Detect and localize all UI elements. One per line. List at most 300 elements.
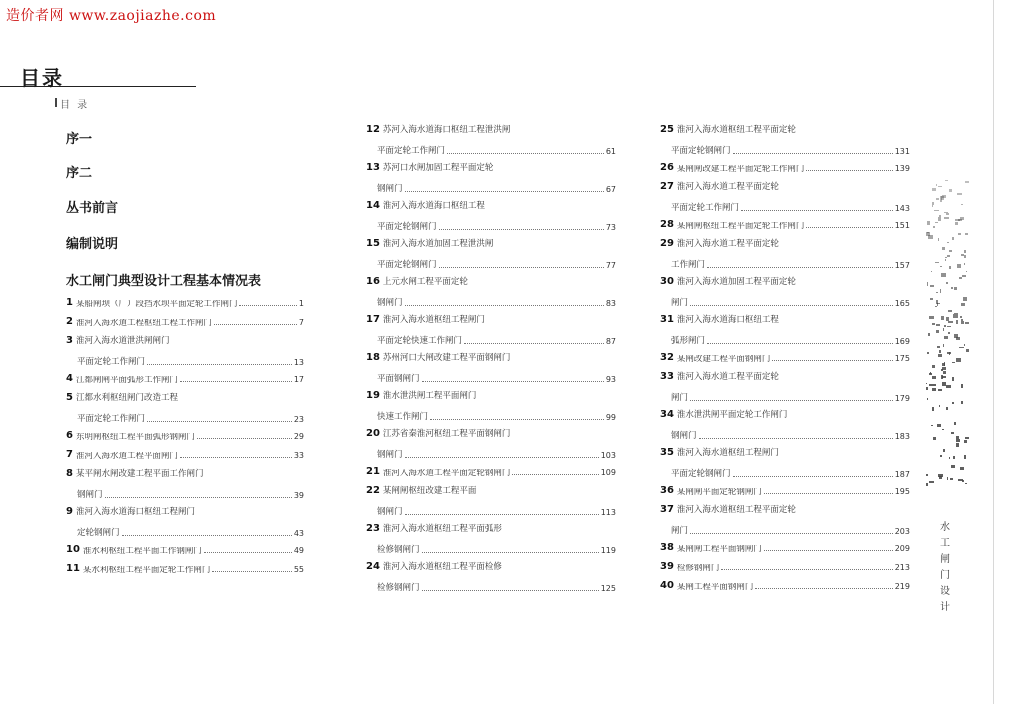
edge-grain: [947, 255, 950, 257]
toc-entry-subtitle: 检修钢闸门: [377, 583, 420, 593]
toc-page-number: 157: [894, 261, 910, 270]
toc-entry-number: 7: [66, 449, 73, 460]
edge-grain: [937, 303, 940, 304]
edge-grain: [932, 388, 935, 390]
toc-entry-title: 苏州河口大闸改建工程平面钢闸门: [382, 353, 511, 363]
edge-grain: [945, 259, 946, 261]
toc-entry-title: 淮河入海水道枢纽工程平面定轮: [676, 125, 796, 135]
edge-grain: [943, 371, 946, 375]
leader-dots: [690, 304, 893, 306]
toc-entry-number: 10: [66, 544, 80, 555]
page-subtitle: 目 录: [60, 96, 89, 111]
edge-grain: [950, 478, 952, 480]
edge-grain: [932, 407, 934, 410]
edge-grain: [933, 437, 935, 439]
toc-entry-subtitle: 平面定轮工作闸门: [671, 203, 740, 213]
edge-grain: [964, 440, 967, 443]
leader-dots: [147, 363, 292, 365]
leader-dots: [772, 359, 892, 361]
spine-char: 闸: [940, 554, 950, 565]
toc-entry-title: 苏河口水闸加固工程平面定轮: [382, 163, 494, 173]
edge-grain: [927, 398, 929, 400]
edge-grain: [957, 264, 961, 268]
toc-page-number: 93: [605, 375, 616, 384]
toc-entry-number: 3: [66, 335, 73, 346]
spine-char: 水: [940, 522, 950, 533]
toc-entry-number: 25: [660, 124, 674, 135]
toc-entry-subtitle: 平面定轮工作闸门: [77, 357, 146, 367]
toc-entry-number: 24: [366, 561, 380, 572]
toc-entry-title: 淮河入海水道泄洪闸闸门: [75, 336, 170, 346]
edge-grain: [963, 297, 967, 301]
toc-entry-number: 4: [66, 373, 73, 384]
toc-page-number: 165: [894, 299, 910, 308]
toc-entry-title: 苏河入海水道海口枢纽工程泄洪闸: [382, 125, 511, 135]
scan-edge-shadow: [926, 180, 968, 500]
edge-grain: [932, 188, 936, 191]
toc-page-number: 1: [298, 299, 304, 308]
edge-grain: [947, 352, 951, 354]
toc-entry-subtitle: 定轮钢闸门: [77, 528, 120, 538]
toc-entry-number: 32: [660, 352, 674, 363]
toc-entry-title: 某闸闸工程平面钢闸门: [676, 544, 762, 553]
toc-entry-title: 淮水利枢纽工程平面工作钢闸门: [82, 546, 202, 555]
front-matter-item[interactable]: 序二: [66, 166, 93, 181]
leader-dots: [806, 226, 892, 228]
edge-grain: [931, 425, 933, 426]
edge-grain: [964, 455, 967, 459]
toc-entry-title: 淮河入海水道枢纽工程闸门: [382, 315, 485, 325]
toc-page-number: 109: [600, 468, 616, 477]
leader-dots: [239, 304, 296, 306]
toc-page-number: 33: [293, 451, 304, 460]
toc-entry-title: 某闸闸枢纽改建工程平面: [382, 486, 477, 496]
toc-entry-title: 淮河入海水道工程平面闸门: [75, 451, 178, 460]
edge-grain: [953, 456, 955, 459]
edge-grain: [942, 247, 946, 250]
leader-dots: [439, 228, 604, 230]
toc-entry-title: 某闸闸改建工程平面定轮工作闸门: [676, 164, 805, 173]
edge-grain: [966, 271, 967, 272]
edge-grain: [965, 322, 970, 324]
toc-entry-title: 淮河入海水道加固工程平面定轮: [676, 277, 796, 287]
edge-grain: [926, 383, 927, 385]
toc-entry-number: 12: [366, 124, 380, 135]
edge-grain: [938, 238, 939, 241]
edge-grain: [959, 277, 962, 280]
leader-dots: [422, 589, 599, 591]
toc-entry-subtitle: 平面定轮工作闸门: [77, 414, 146, 424]
edge-grain: [956, 320, 958, 324]
edge-grain: [946, 282, 947, 285]
edge-grain: [941, 316, 944, 320]
edge-grain: [964, 263, 965, 265]
edge-grain: [948, 321, 953, 322]
leader-dots: [105, 496, 292, 498]
edge-grain: [964, 344, 965, 346]
spine-char: 计: [940, 602, 950, 613]
toc-page-number: 99: [605, 413, 616, 422]
toc-entry-number: 30: [660, 276, 674, 287]
toc-entry-title: 淮水泄洪闸平面定轮工作闸门: [676, 410, 788, 420]
toc-page-number: 175: [894, 354, 910, 363]
toc-entry-subtitle: 闸门: [671, 393, 689, 403]
spine-char: 门: [940, 570, 950, 581]
edge-grain: [930, 372, 931, 374]
toc-entry-number: 18: [366, 352, 380, 363]
edge-grain: [946, 407, 948, 410]
edge-grain: [927, 221, 931, 225]
toc-page-number: 61: [605, 147, 616, 156]
toc-entry-number: 22: [366, 485, 380, 496]
edge-grain: [940, 196, 942, 200]
edge-grain: [935, 222, 938, 223]
leader-dots: [764, 492, 893, 494]
edge-grain: [965, 233, 968, 235]
toc-entry-subtitle: 钢闸门: [77, 490, 103, 500]
toc-entry-number: 20: [366, 428, 380, 439]
leader-dots: [707, 342, 893, 344]
toc-page-number: 77: [605, 261, 616, 270]
toc-entry-number: 6: [66, 430, 73, 441]
edge-grain: [965, 437, 969, 439]
edge-grain: [948, 332, 949, 334]
toc-entry-title: 检修钢闸门: [676, 563, 720, 572]
toc-entry-subtitle: 钢闸门: [377, 298, 403, 308]
leader-dots: [405, 304, 604, 306]
front-matter-item[interactable]: 丛书前言: [66, 201, 119, 216]
edge-grain: [936, 330, 939, 333]
edge-grain: [964, 250, 966, 252]
edge-grain: [965, 483, 967, 484]
toc-page-number: 131: [894, 147, 910, 156]
toc-entry-title: 上元水闸工程平面定轮: [382, 277, 468, 287]
toc-entry-title: 江都水利枢纽闸门改造工程: [75, 393, 178, 403]
toc-entry-title: 淮河入海水道枢纽工程平面检修: [382, 562, 502, 572]
edge-grain: [962, 275, 965, 277]
edge-grain: [944, 212, 948, 213]
edge-grain: [942, 382, 946, 385]
edge-grain: [926, 483, 927, 486]
edge-grain: [941, 273, 946, 276]
leader-dots: [764, 549, 893, 551]
toc-page-number: 83: [605, 299, 616, 308]
edge-grain: [936, 198, 939, 201]
toc-entry-title: 淮水泄洪闸工程平面闸门: [382, 391, 477, 401]
edge-grain: [956, 358, 961, 361]
toc-page-number: 7: [298, 318, 304, 327]
toc-entry-title: 江苏省秦淮河枢纽工程平面钢闸门: [382, 429, 511, 439]
toc-entry-title: 某水利枢纽工程平面定轮工作闸门: [82, 565, 211, 574]
edge-grain: [927, 282, 928, 285]
edge-grain: [952, 377, 954, 380]
toc-entry-number: 23: [366, 523, 380, 534]
edge-grain: [938, 217, 941, 221]
edge-grain: [954, 313, 958, 314]
edge-grain: [939, 405, 940, 407]
leader-dots: [707, 266, 893, 268]
edge-grain: [956, 443, 959, 447]
toc-entry-subtitle: 钢闸门: [671, 431, 697, 441]
edge-grain: [935, 262, 939, 263]
toc-page-number: 219: [894, 582, 910, 591]
toc-entry-title: 淮河入海水道工程平面定轮钢闸门: [382, 468, 511, 477]
leader-dots: [147, 420, 292, 422]
edge-grain: [935, 306, 938, 307]
edge-grain: [938, 354, 942, 357]
leader-dots: [699, 437, 893, 439]
edge-grain: [951, 287, 952, 289]
edge-grain: [955, 222, 958, 226]
edge-grain: [952, 402, 954, 404]
toc-entry-number: 21: [366, 466, 380, 477]
leader-dots: [122, 534, 292, 536]
edge-grain: [957, 193, 962, 194]
edge-grain: [964, 255, 966, 258]
leader-dots: [204, 551, 292, 553]
toc-entry-title: 某闸闸枢纽工程平面定轮工作闸门: [676, 221, 805, 230]
edge-grain: [940, 200, 942, 202]
edge-grain: [926, 232, 930, 236]
leader-dots: [180, 456, 292, 458]
toc-entry-subtitle: 钢闸门: [377, 450, 403, 460]
toc-page-number: 23: [293, 415, 304, 424]
front-matter-item[interactable]: 水工闸门典型设计工程基本情况表: [66, 274, 262, 289]
edge-grain: [932, 202, 933, 205]
toc-entry-number: 31: [660, 314, 674, 325]
leader-dots: [464, 342, 604, 344]
toc-page-number: 203: [894, 527, 910, 536]
toc-page-number: 87: [605, 337, 616, 346]
edge-grain: [958, 233, 961, 236]
leader-dots: [447, 152, 604, 154]
leader-dots: [721, 568, 892, 570]
toc-entry-number: 11: [66, 563, 80, 574]
toc-page-number: 43: [293, 529, 304, 538]
edge-grain: [948, 310, 952, 312]
leader-dots: [733, 152, 893, 154]
edge-grain: [940, 289, 941, 293]
toc-entry-title: 淮河入海水道枢纽工程闸门: [676, 448, 779, 458]
toc-page-number: 55: [293, 565, 304, 574]
toc-entry-title: 淮河入海水道工程枢纽工程工作闸门: [75, 318, 212, 327]
leader-dots: [214, 323, 297, 325]
edge-grain: [943, 344, 944, 348]
toc-page-number: 125: [600, 584, 616, 593]
edge-grain: [930, 285, 934, 287]
toc-entry-number: 14: [366, 200, 380, 211]
edge-grain: [951, 432, 954, 433]
spine-char: 设: [940, 586, 950, 597]
edge-grain: [938, 474, 943, 477]
edge-grain: [960, 217, 964, 220]
leader-dots: [405, 190, 604, 192]
edge-grain: [937, 424, 941, 428]
edge-grain: [947, 326, 951, 327]
toc-entry-number: 26: [660, 162, 674, 173]
edge-grain: [940, 455, 942, 457]
edge-grain: [949, 189, 953, 192]
toc-entry-number: 33: [660, 371, 674, 382]
spine-text: [938, 520, 952, 616]
toc-entry-title: 某船闸坝（厂）段挡水坝平面定轮工作闸门: [75, 299, 238, 308]
toc-entry-subtitle: 工作闸门: [671, 260, 706, 270]
edge-grain: [961, 204, 962, 205]
toc-page-number: 195: [894, 487, 910, 496]
toc-entry-subtitle: 平面定轮钢闸门: [377, 222, 437, 232]
toc-entry-number: 2: [66, 316, 73, 327]
leader-dots: [512, 473, 598, 475]
edge-grain: [954, 422, 956, 425]
toc-entry-subtitle: 快速工作闸门: [377, 412, 429, 422]
toc-page-number: 73: [605, 223, 616, 232]
edge-grain: [928, 333, 930, 335]
spine-char: 工: [940, 538, 950, 549]
leader-dots: [741, 209, 893, 211]
toc-entry-number: 1: [66, 297, 73, 308]
toc-entry-number: 27: [660, 181, 674, 192]
toc-entry-number: 16: [366, 276, 380, 287]
toc-entry-number: 13: [366, 162, 380, 173]
edge-grain: [943, 449, 946, 452]
toc-page-number: 17: [293, 375, 304, 384]
edge-grain: [931, 271, 932, 273]
toc-entry-number: 36: [660, 485, 674, 496]
toc-entry-title: 淮河入海水道枢纽工程平面弧形: [382, 524, 502, 534]
toc-entry-number: 17: [366, 314, 380, 325]
toc-page-number: 143: [894, 204, 910, 213]
leader-dots: [405, 456, 599, 458]
leader-dots: [430, 418, 604, 420]
toc-entry-number: 8: [66, 468, 73, 479]
edge-grain: [936, 324, 940, 326]
toc-page-number: 49: [293, 546, 304, 555]
edge-grain: [944, 325, 947, 326]
leader-dots: [806, 169, 892, 171]
toc-page-number: 183: [894, 432, 910, 441]
edge-grain: [932, 365, 936, 368]
toc-page-number: 179: [894, 394, 910, 403]
edge-grain: [944, 217, 949, 219]
front-matter-item[interactable]: 序一: [66, 132, 93, 147]
edge-grain: [954, 287, 957, 290]
toc-entry-title: 某闸改建工程平面钢闸门: [676, 354, 771, 363]
leader-dots: [197, 437, 292, 439]
toc-page-number: 39: [293, 491, 304, 500]
edge-grain: [961, 303, 965, 306]
edge-grain: [961, 319, 964, 320]
leader-dots: [180, 380, 292, 382]
leader-dots: [439, 266, 604, 268]
toc-entry-number: 35: [660, 447, 674, 458]
toc-entry-number: 29: [660, 238, 674, 249]
leader-dots: [690, 532, 893, 534]
edge-grain: [944, 362, 945, 366]
edge-grain: [940, 266, 942, 267]
toc-page-number: 103: [600, 451, 616, 460]
edge-grain: [961, 384, 963, 385]
edge-grain: [934, 210, 938, 211]
toc-entry-title: 某闸闸平面定轮钢闸门: [676, 487, 762, 496]
edge-grain: [937, 346, 939, 348]
front-matter-item[interactable]: 编制说明: [66, 237, 119, 252]
leader-dots: [755, 587, 892, 589]
toc-page-number: 151: [894, 221, 910, 230]
toc-entry-subtitle: 弧形闸门: [671, 336, 706, 346]
toc-entry-subtitle: 平面定轮工作闸门: [377, 146, 446, 156]
toc-page-number: 187: [894, 470, 910, 479]
edge-grain: [949, 266, 951, 269]
toc-entry-subtitle: 钢闸门: [377, 507, 403, 517]
edge-grain: [962, 480, 964, 482]
toc-entry-number: 38: [660, 542, 674, 553]
toc-entry-number: 19: [366, 390, 380, 401]
page-title: 目录: [20, 66, 64, 90]
edge-grain: [943, 328, 944, 331]
edge-grain: [946, 213, 949, 215]
toc-entry-subtitle: 平面定轮钢闸门: [671, 469, 731, 479]
edge-grain: [959, 347, 963, 348]
edge-grain: [947, 242, 949, 243]
edge-grain: [948, 317, 949, 320]
leader-dots: [212, 570, 291, 572]
toc-page-number: 209: [894, 544, 910, 553]
toc-entry-title: 淮河入海水道工程平面定轮: [676, 372, 779, 382]
leader-dots: [733, 475, 893, 477]
edge-grain: [965, 181, 968, 183]
toc-entry-title: 江都闸闸平面弧形工作闸门: [75, 375, 178, 384]
toc-entry-number: 39: [660, 561, 674, 572]
edge-grain: [926, 387, 928, 390]
toc-entry-number: 40: [660, 580, 674, 591]
toc-page-number: 139: [894, 164, 910, 173]
edge-grain: [942, 429, 943, 431]
edge-grain: [942, 376, 946, 377]
toc-entry-number: 5: [66, 392, 73, 403]
toc-entry-subtitle: 闸门: [671, 526, 689, 536]
edge-grain: [936, 184, 937, 186]
toc-entry-title: 某平闸水闸改建工程平面工作闸门: [75, 469, 204, 479]
edge-grain: [952, 237, 954, 240]
toc-entry-title: 某闸工程平面钢闸门: [676, 582, 754, 591]
toc-page-number: 13: [293, 358, 304, 367]
toc-entry-subtitle: 平面定轮钢闸门: [377, 260, 437, 270]
edge-grain: [956, 337, 959, 340]
edge-grain: [949, 457, 950, 458]
edge-grain: [944, 336, 949, 339]
toc-entry-title: 淮河入海水道海口枢纽工程: [676, 315, 779, 325]
toc-page-number: 113: [600, 508, 616, 517]
edge-grain: [947, 477, 948, 479]
toc-entry-number: 28: [660, 219, 674, 230]
edge-grain: [945, 180, 948, 181]
toc-entry-title: 东明闸枢纽工程平面弧形钢闸门: [75, 432, 195, 441]
toc-entry-number: 37: [660, 504, 674, 515]
toc-entry-number: 15: [366, 238, 380, 249]
toc-entry-title: 淮河入海水道工程平面定轮: [676, 239, 779, 249]
watermark: 造价者网 www.zaojiazhe.com: [6, 8, 217, 24]
leader-dots: [422, 551, 599, 553]
toc-entry-subtitle: 检修钢闸门: [377, 545, 420, 555]
toc-entry-subtitle: 平面定轮钢闸门: [671, 146, 731, 156]
toc-entry-subtitle: 平面定轮快速工作闸门: [377, 336, 463, 346]
toc-entry-title: 淮河入海水道海口枢纽工程: [382, 201, 485, 211]
edge-grain: [932, 323, 935, 325]
title-row: [0, 58, 196, 90]
toc-entry-subtitle: 平面钢闸门: [377, 374, 420, 384]
edge-grain: [933, 226, 935, 228]
toc-page-number: 213: [894, 563, 910, 572]
